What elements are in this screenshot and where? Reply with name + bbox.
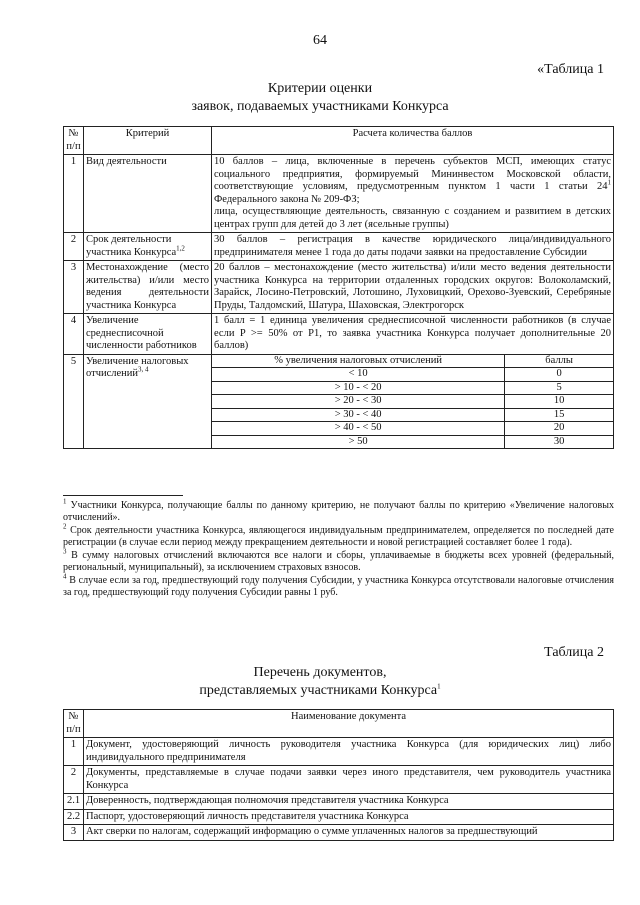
table-row [64,354,614,449]
footnote-text: В случае если за год, предшествующий году получения Субсидии, у участника Конкурса отсутствовали налоговые отчисления за год, предшествующий году получения Субсидии равны 1 руб. [63,575,614,598]
tax-increase-subtable [212,355,613,449]
header-criterion: Критерий [84,127,212,155]
subtable-row [212,408,613,422]
subrow-range: > 20 - < 30 [212,395,505,409]
documents-table-header [64,710,614,738]
row-criterion: Вид деятельности [84,155,212,233]
table1-title [0,80,640,116]
row-calc [212,354,614,449]
row-calc: 20 баллов – местонахождение (место жительства) и/или место ведения деятельности участника Конкурса на территории отдаленных городских округов: Волоколамский, Зарайск, Лосино-Петровский, Лотошино, Луховицкий, Орехово-Зуевский, Серебряные Пруды, Талдомский, Шатура, Шаховская, Электрогорск [212,261,614,314]
table-row [64,233,614,261]
row-num: 5 [64,354,84,449]
row-calc: 1 балл = 1 единица увеличения среднесписочной численности работников (в случае если P >= 50% от P1, то заявка участника Конкурса получает дополнительные 20 баллов) [212,314,614,355]
table-row [64,155,614,233]
footnote-ref: 1 [437,682,441,691]
row-calc-text-2: лица, осуществляющие деятельность, связанную с созданием и развитием в детских центрах групп для детей до 3 лет (ясельные группы) [214,206,611,230]
footnote-ref: 3, 4 [138,365,149,374]
row-num: 2 [64,766,84,794]
footnote-mark: 1 [63,497,67,506]
row-num: 2.1 [64,794,84,810]
footnote [63,547,614,574]
subtable-header [212,355,613,368]
row-doc-name: Документы, представляемые в случае подачи заявки через иного представителя, чем руководитель участника Конкурса [84,766,614,794]
table2-title-line2-wrap [0,682,640,700]
row-num: 4 [64,314,84,355]
footnote-text: Участники Конкурса, получающие баллы по данному критерию, не получают баллы по критерию «Увеличение налоговых отчислений». [63,500,614,523]
table1-title-line2: заявок, подаваемых участниками Конкурса [191,99,449,114]
subrow-range: > 10 - < 20 [212,381,505,395]
header-doc-name: Наименование документа [84,710,614,738]
table-row [64,825,614,841]
table2-title [0,664,640,700]
row-criterion: Увеличение среднесписочной численности работников [84,314,212,355]
subrow-points: 10 [505,395,613,409]
footnotes [63,497,614,600]
footnote [63,572,614,599]
subrow-points: 30 [505,435,613,448]
row-calc [212,155,614,233]
row-doc-name: Акт сверки по налогам, содержащий информацию о сумме уплаченных налогов за предшествующий [84,825,614,841]
footnote-ref: 1,2 [176,244,185,252]
table2-tag: Таблица 2 [544,645,604,660]
subheader-points: баллы [545,354,573,366]
row-calc-text-cont: Федерального закона № 209-ФЗ; [214,193,360,205]
footnote-mark: 4 [63,572,67,581]
subrow-range: > 40 - < 50 [212,422,505,436]
footnote-text: В сумму налоговых отчислений включаются все налоги и сборы, уплачиваемые в бюджеты всех уровней (федеральный, региональный, муниципальный), за исключением страховых взносов. [63,550,614,573]
row-num: 3 [64,261,84,314]
table-row [64,261,614,314]
subtable-row [212,368,613,382]
row-calc-text: 10 баллов – лица, включенные в перечень субъектов МСП, имеющих статус социального предприятия, формируемый Мининвестом Московской области, соответствующие условиям, предусмотренным пунктом 1 части 1 статьи 24 [214,156,611,192]
header-num: № п/п [64,710,84,738]
row-num: 3 [64,825,84,841]
documents-table [63,709,614,841]
row-criterion: Местонахождение (место жительства) и/или место ведения деятельности участника Конкурса [84,261,212,314]
header-num: № п/п [64,127,84,155]
row-num: 2 [64,233,84,261]
row-criterion-text: Увеличение налоговых отчислений [86,355,189,379]
row-doc-name: Документ, удостоверяющий личность руководителя участника Конкурса (для юридических лиц) либо индивидуального предпринимателя [84,738,614,766]
subtable-row [212,395,613,409]
row-criterion [84,233,212,261]
footnote [63,497,614,524]
table-row [64,766,614,794]
row-doc-name: Доверенность, подтверждающая полномочия представителя участника Конкурса [84,794,614,810]
criteria-table [63,126,614,449]
footnote-mark: 3 [63,547,67,556]
footnote-mark: 2 [63,522,67,531]
row-doc-name: Паспорт, удостоверяющий личность представителя участника Конкурса [84,809,614,825]
subrow-range: < 10 [212,368,505,382]
criteria-table-header [64,127,614,155]
row-num: 1 [64,155,84,233]
table2-title-line2: представляемых участниками Конкурса [199,683,438,698]
subtable-row [212,435,613,448]
table-row [64,314,614,355]
table-row [64,809,614,825]
table-row [64,794,614,810]
row-calc: 30 баллов – регистрация в качестве юридического лица/индивидуального предпринимателя менее 1 года до даты подачи заявки на предоставление Субсидии [212,233,614,261]
subrow-points: 20 [505,422,613,436]
page-number: 64 [313,33,327,48]
header-calc: Расчета количества баллов [212,127,614,155]
footnote [63,522,614,549]
row-criterion [84,354,212,449]
row-num: 2.2 [64,809,84,825]
footnote-text: Срок деятельности участника Конкурса, являющегося индивидуальным предпринимателем, определяется по последней дате регистрации (в случае если период между прекращением деятельности и новой регистрацией составляет более 1 года). [63,525,614,548]
table2-title-line1: Перечень документов, [253,665,387,680]
row-num: 1 [64,738,84,766]
row-criterion-text: Срок деятельности участника Конкурса [86,234,177,258]
subrow-range: > 50 [212,435,505,448]
table1-tag: «Таблица 1 [537,62,604,77]
table-row [64,738,614,766]
footnote-ref: 1 [607,178,611,187]
subtable-row [212,381,613,395]
subrow-range: > 30 - < 40 [212,408,505,422]
subrow-points: 0 [505,368,613,382]
footnote-separator [63,495,183,496]
table1-title-line1: Критерии оценки [267,81,373,96]
subtable-row [212,422,613,436]
subrow-points: 5 [505,381,613,395]
subrow-points: 15 [505,408,613,422]
subheader-percent: % увеличения налоговых отчислений [212,355,505,368]
